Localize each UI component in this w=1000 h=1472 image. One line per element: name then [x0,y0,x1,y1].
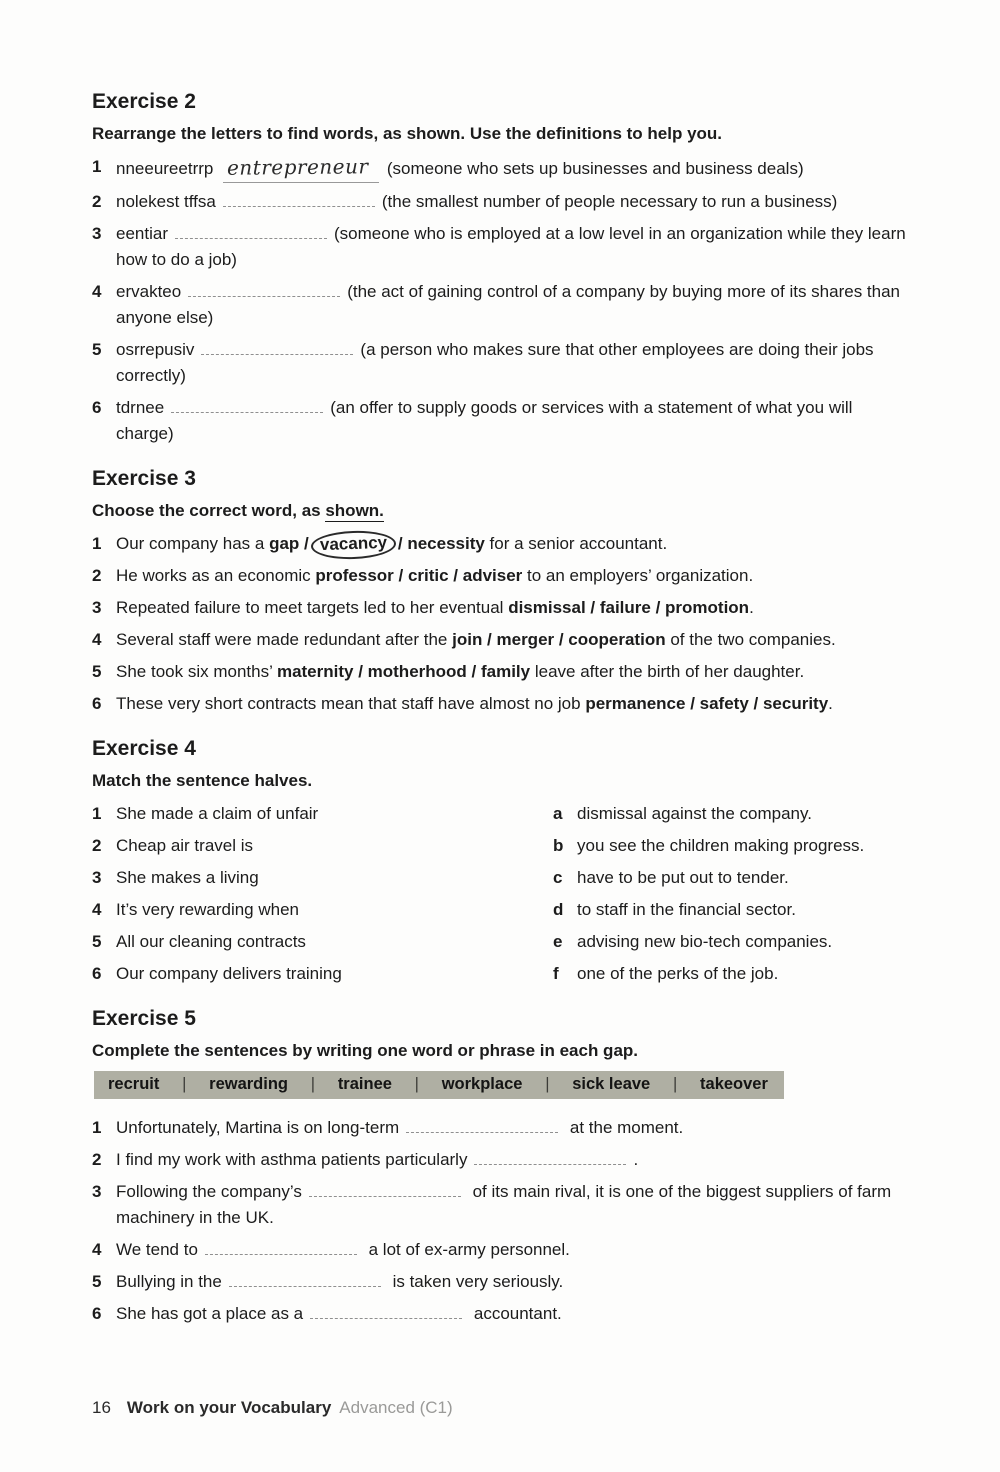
sentence-start: We tend to [116,1240,198,1259]
book-level: Advanced (C1) [339,1398,453,1417]
fill-gap-line [406,1118,558,1133]
match-right-item [553,929,912,955]
definition-text: (the act of gaining control of a company by buying more of its shares than anyone else) [116,282,901,327]
scrambled-word: osrrepusiv [116,340,195,359]
item-number: 4 [92,900,102,919]
match-right-item [553,801,912,827]
exercise2-item [92,221,912,273]
answer-gap-line [188,282,340,297]
match-left-item [92,865,553,891]
exercise-4-heading: Exercise 4 [92,737,196,760]
sentence-half: Our company delivers training [116,964,342,983]
word-bank [94,1071,784,1099]
exercise-4-section [92,737,912,987]
instruction-text: Choose the correct word, as [92,501,326,520]
item-number: 2 [92,566,102,585]
match-letter: b [553,836,564,855]
choice-options: join / merger / cooperation [452,630,666,649]
exercise5-item [92,1237,912,1263]
scrambled-word: nneeureetrrp [116,159,214,178]
item-number: 1 [92,534,102,553]
sentence-half: It’s very rewarding when [116,900,299,919]
item-number: 1 [92,1118,102,1137]
item-number: 6 [92,694,102,713]
choice-options: gap / [269,534,309,553]
item-number: 1 [92,804,102,823]
sentence-end: of its main rival, it is one of the biggest suppliers of farm machinery in the UK. [116,1182,892,1227]
word-bank-separator: | [672,1075,678,1093]
handwritten-answer: entrepreneur [227,154,369,180]
exercise2-item [92,189,912,215]
word-bank-word: recruit [108,1075,160,1093]
matching-grid [92,801,912,987]
item-number: 3 [92,868,102,887]
exercise5-item [92,1269,912,1295]
word-bank-word: sick leave [572,1075,651,1093]
exercise-5-instruction: Complete the sentences by writing one word or phrase in each gap. [92,1041,639,1060]
item-number: 4 [92,630,102,649]
sentence-end: accountant. [469,1304,562,1323]
match-letter: e [553,932,563,951]
item-number: 4 [92,1240,102,1259]
definition-text: (someone who is employed at a low level in an organization while they learn how to do a job) [116,224,906,269]
page-footer [92,1398,453,1418]
choice-options: professor / critic / adviser [315,566,523,585]
circled-word: vacancy [319,532,388,555]
item-number: 3 [92,1182,102,1201]
item-number: 3 [92,224,102,243]
exercise-2-heading: Exercise 2 [92,90,196,113]
scrambled-word: ervakteo [116,282,182,301]
match-letter: a [553,804,563,823]
scrambled-word: tdrnee [116,398,165,417]
item-number: 2 [92,836,102,855]
exercise5-item [92,1301,912,1327]
sentence-end: . [828,694,833,713]
sentence-half: dismissal against the company. [577,804,812,823]
sentence-end: a lot of ex-army personnel. [363,1240,570,1259]
sentence-start: Following the company’s [116,1182,302,1201]
answer-gap-line [223,192,375,207]
choice-options: maternity / motherhood / family [276,662,531,681]
sentence-start: He works as an economic [116,566,316,585]
word-bank-separator: | [182,1075,187,1093]
exercise-2-section [92,90,912,447]
instruction-underlined-text: shown. [325,501,384,520]
answer-gap-line [175,224,327,239]
sentence-half: She made a claim of unfair [116,804,319,823]
sentence-start: These very short contracts mean that staff have almost no job [116,694,586,713]
fill-gap-line [309,1182,461,1197]
exercise-3-section [92,467,912,717]
sentence-start: Repeated failure to meet targets led to her eventual [116,598,509,617]
definition-text: (a person who makes sure that other employees are doing their jobs correctly) [116,340,874,385]
sentence-half: you see the children making progress. [577,836,865,855]
sentence-end: for a senior accountant. [484,534,668,553]
sentence-end: leave after the birth of her daughter. [530,662,805,681]
sentence-half: She makes a living [116,868,259,887]
exercise-4-instruction: Match the sentence halves. [92,771,313,790]
sentence-end: . [633,1150,639,1169]
item-number: 5 [92,662,102,681]
word-bank-separator: | [310,1075,316,1093]
exercise2-item [92,154,912,183]
sentence-end: of the two companies. [665,630,836,649]
sentence-end: to an employers’ organization. [522,566,754,585]
fill-gap-line [310,1304,462,1319]
match-left-item [92,833,553,859]
page-number: 16 [92,1398,111,1417]
sentence-end: is taken very seriously. [387,1272,564,1291]
exercise3-item [92,627,912,653]
definition-text: (an offer to supply goods or services with a statement of what you will charge) [116,398,853,443]
sentence-start: Unfortunately, Martina is on long-term [116,1118,400,1137]
exercise2-item [92,395,912,447]
exercise3-item [92,595,912,621]
sentence-half: advising new bio-tech companies. [577,932,833,951]
exercise2-item [92,279,912,331]
choice-options: dismissal / failure / promotion [508,598,750,617]
definition-text: (someone who sets up businesses and business deals) [386,159,804,178]
item-number: 5 [92,932,102,951]
word-bank-word: workplace [441,1075,523,1093]
word-bank-word: rewarding [209,1075,289,1093]
item-number: 2 [92,192,102,211]
match-right-item [553,897,912,923]
item-number: 5 [92,340,102,359]
sentence-half: one of the perks of the job. [577,964,779,983]
exercise3-item [92,691,912,717]
sentence-half: to staff in the financial sector. [577,900,796,919]
sentence-start: She took six months’ [116,662,277,681]
definition-text: (the smallest number of people necessary to run a business) [381,192,838,211]
item-number: 5 [92,1272,102,1291]
match-left-item [92,897,553,923]
match-letter: f [553,964,559,983]
exercise5-item [92,1115,912,1141]
exercise-3-instruction [92,499,912,523]
word-bank-separator: | [414,1075,419,1093]
match-letter: c [553,868,563,887]
exercise2-item [92,337,912,389]
sentence-half: Cheap air travel is [116,836,254,855]
fill-gap-line [229,1272,381,1287]
exercise-5-section [92,1007,912,1327]
item-number: 1 [92,157,102,176]
exercise3-item [92,563,912,589]
match-left-item [92,961,553,987]
sentence-start: Our company has a [116,534,270,553]
answer-gap-line [171,398,323,413]
match-left-item [92,929,553,955]
item-number: 4 [92,282,102,301]
sentence-start: She has got a place as a [116,1304,304,1323]
match-right-item [553,833,912,859]
match-letter: d [553,900,564,919]
choice-options: / necessity [397,534,485,553]
exercise3-item [92,659,912,685]
item-number: 3 [92,598,102,617]
choice-options: permanence / safety / security [585,694,829,713]
sentence-half: have to be put out to tender. [577,868,789,887]
match-left-item [92,801,553,827]
sentence-half: All our cleaning contracts [116,932,306,951]
book-title: Work on your Vocabulary [126,1398,332,1417]
scrambled-word: eentiar [116,224,168,243]
item-number: 2 [92,1150,102,1169]
answer-gap-line [223,154,379,183]
sentence-end: at the moment. [565,1118,684,1137]
sentence-start: I find my work with asthma patients particularly [116,1150,468,1169]
match-right-item [553,865,912,891]
word-bank-separator: | [545,1075,550,1093]
exercise-3-heading: Exercise 3 [92,467,196,490]
exercise5-item [92,1147,912,1173]
scrambled-word: nolekest tffsa [116,192,216,211]
fill-gap-line [205,1240,357,1255]
exercise-5-heading: Exercise 5 [92,1007,196,1030]
item-number: 6 [92,398,102,417]
word-bank-word: trainee [337,1075,392,1093]
sentence-start: Bullying in the [116,1272,222,1291]
fill-gap-line [474,1150,626,1165]
circled-answer [310,530,396,561]
exercise3-item [92,531,912,557]
exercise5-item [92,1179,912,1231]
answer-gap-line [201,340,353,355]
match-right-item [553,961,912,987]
exercise-2-instruction: Rearrange the letters to find words, as shown. Use the definitions to help you. [92,124,723,143]
word-bank-word: takeover [700,1075,768,1093]
sentence-end: . [749,598,754,617]
item-number: 6 [92,1304,102,1323]
sentence-start: Several staff were made redundant after the [116,630,453,649]
item-number: 6 [92,964,102,983]
